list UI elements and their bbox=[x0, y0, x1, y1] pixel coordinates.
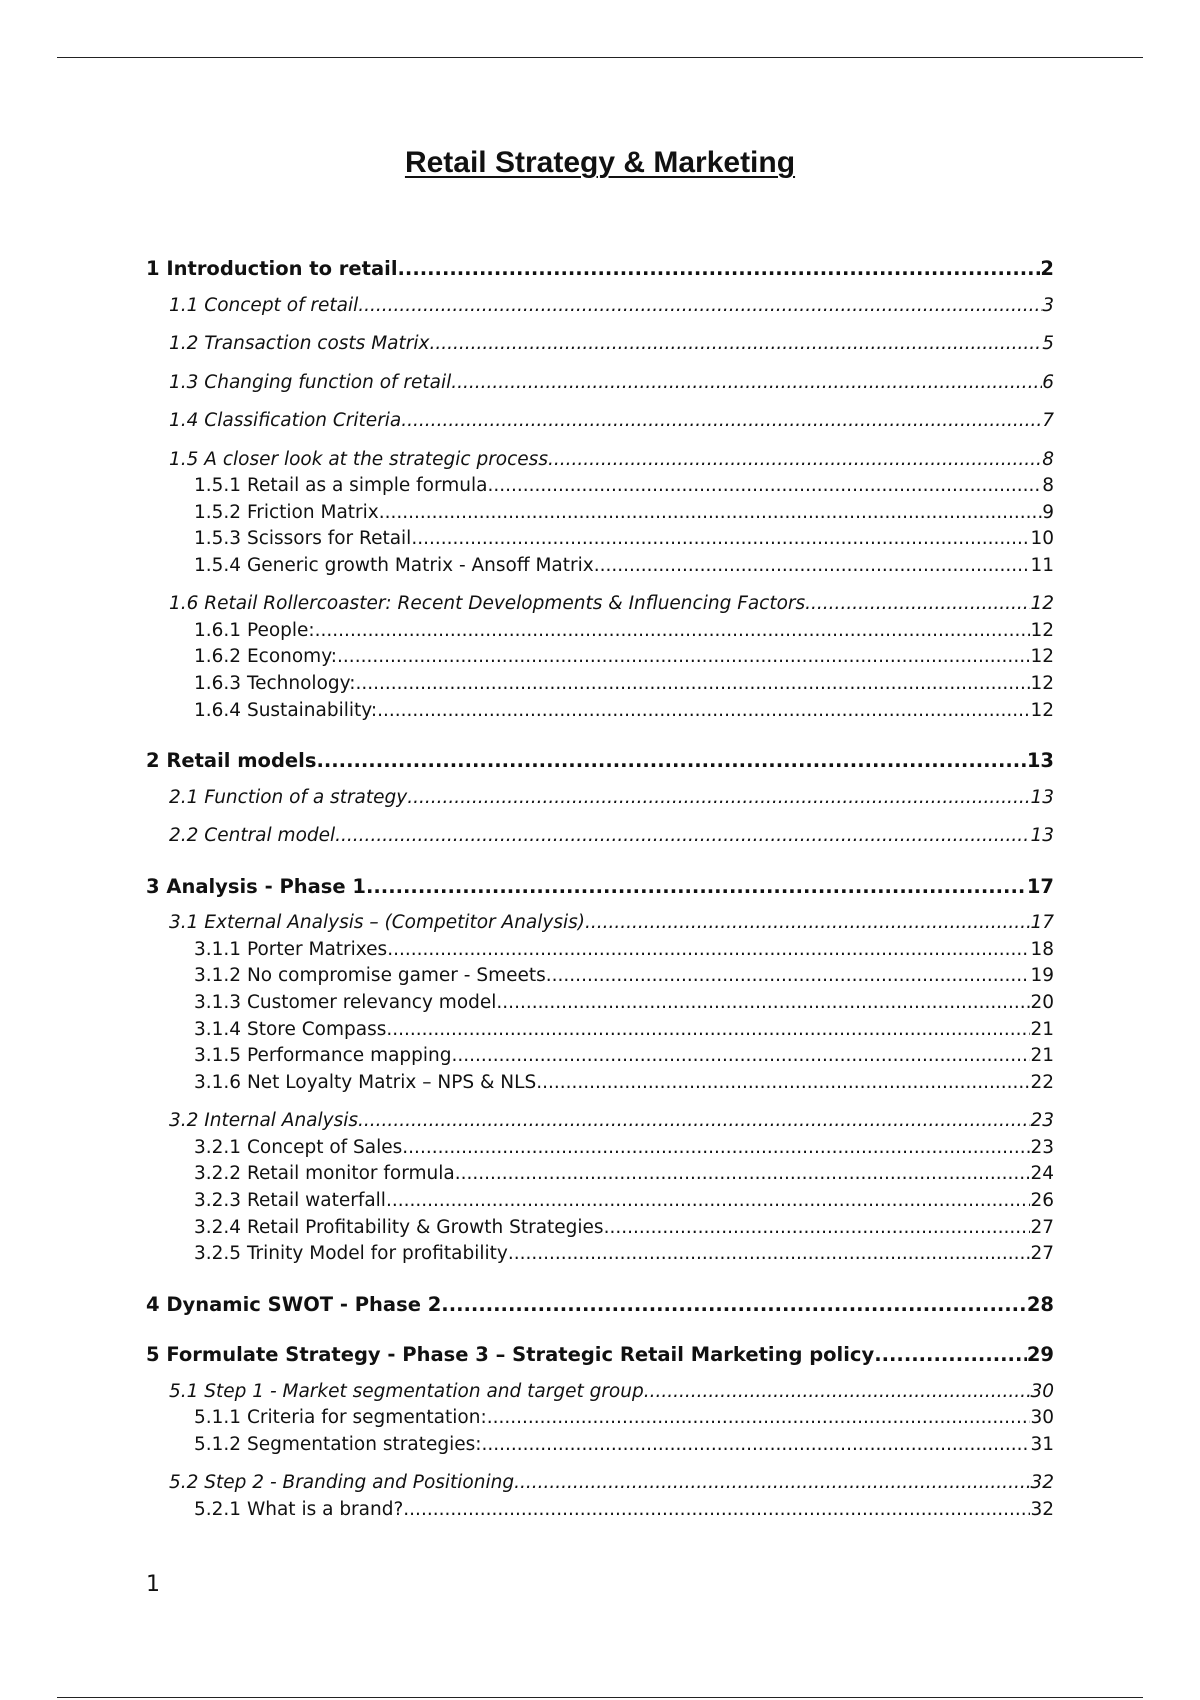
toc-entry-page: 19 bbox=[1030, 965, 1054, 987]
toc-entry-page: 21 bbox=[1030, 1045, 1054, 1067]
toc-entry-page: 12 bbox=[1030, 619, 1054, 641]
toc-entry-page: 32 bbox=[1030, 1472, 1054, 1494]
toc-entry-title: 3.2.5 Trinity Model for profitability bbox=[194, 1243, 508, 1265]
toc-entry-page: 11 bbox=[1030, 554, 1054, 576]
toc-entry-title: 5.2 Step 2 - Branding and Positioning bbox=[169, 1472, 515, 1494]
toc-entry[interactable] bbox=[146, 1497, 1054, 1524]
toc-entry[interactable] bbox=[146, 963, 1054, 990]
toc-entry-title: 1.6 Retail Rollercoaster: Recent Developments & Influencing Factors bbox=[169, 593, 806, 615]
toc-entry-page: 3 bbox=[1042, 294, 1054, 316]
toc-entry-page: 8 bbox=[1042, 448, 1054, 470]
toc-entry-title: 1.5.3 Scissors for Retail bbox=[194, 528, 412, 550]
toc-entry[interactable] bbox=[146, 1043, 1054, 1070]
toc-entry-title: 1.1 Concept of retail bbox=[169, 294, 359, 316]
toc-entry-title: 5.1.2 Segmentation strategies: bbox=[194, 1433, 482, 1455]
dot-leader bbox=[379, 500, 1042, 527]
toc-entry[interactable] bbox=[146, 500, 1054, 527]
toc-entry-page: 27 bbox=[1030, 1216, 1054, 1238]
toc-entry-title: 3.1.1 Porter Matrixes bbox=[194, 938, 388, 960]
toc-entry-page: 13 bbox=[1030, 825, 1054, 847]
toc-entry-title: 3.1.6 Net Loyalty Matrix – NPS & NLS bbox=[194, 1071, 537, 1093]
toc-entry-title: 1.6.1 People: bbox=[194, 619, 315, 641]
toc-entry-page: 27 bbox=[1030, 1243, 1054, 1265]
toc-entry[interactable] bbox=[146, 1379, 1054, 1406]
toc-entry-title: 1.5.1 Retail as a simple formula bbox=[194, 475, 488, 496]
toc-entry-page: 20 bbox=[1030, 991, 1054, 1013]
dot-leader bbox=[377, 698, 1030, 725]
toc-entry[interactable] bbox=[146, 1017, 1054, 1044]
dot-leader bbox=[335, 823, 1030, 850]
toc-entry-title: 1.5.2 Friction Matrix bbox=[194, 501, 379, 523]
toc-entry[interactable] bbox=[146, 591, 1054, 618]
dot-leader bbox=[441, 1292, 1027, 1319]
dot-leader bbox=[487, 473, 1042, 500]
page-number: 1 bbox=[146, 1572, 160, 1597]
toc-entry-page: 30 bbox=[1030, 1407, 1054, 1429]
dot-leader bbox=[407, 785, 1030, 812]
toc-entry[interactable] bbox=[146, 526, 1054, 553]
dot-leader bbox=[481, 1432, 1030, 1459]
toc-entry[interactable] bbox=[146, 1188, 1054, 1215]
toc-entry-title: 3.2.1 Concept of Sales bbox=[194, 1136, 403, 1158]
toc-entry[interactable] bbox=[146, 910, 1054, 937]
toc-entry-title: 2 Retail models bbox=[146, 749, 317, 773]
toc-entry[interactable] bbox=[146, 1135, 1054, 1162]
toc-entry-title: 5.1 Step 1 - Market segmentation and target group bbox=[169, 1380, 644, 1402]
toc-entry[interactable] bbox=[146, 1070, 1054, 1097]
dot-leader bbox=[316, 748, 1026, 775]
toc-entry[interactable] bbox=[146, 990, 1054, 1017]
toc-entry[interactable] bbox=[146, 331, 1054, 358]
toc-entry-title: 3.1.3 Customer relevancy model bbox=[194, 991, 497, 1013]
dot-leader bbox=[496, 990, 1030, 1017]
toc-entry-title: 1.6.2 Economy: bbox=[194, 646, 338, 668]
dot-leader bbox=[366, 874, 1027, 901]
toc-entry-title: 1.3 Changing function of retail bbox=[169, 371, 452, 393]
toc-entry-page: 13 bbox=[1030, 786, 1054, 808]
toc-entry-page: 17 bbox=[1030, 912, 1054, 934]
toc-entry[interactable] bbox=[146, 698, 1054, 725]
toc-entry-page: 8 bbox=[1042, 475, 1054, 496]
toc-entry[interactable] bbox=[146, 671, 1054, 698]
toc-entry-page: 12 bbox=[1030, 699, 1054, 721]
toc-entry[interactable] bbox=[146, 937, 1054, 964]
toc-entry-title: 4 Dynamic SWOT - Phase 2 bbox=[146, 1292, 442, 1316]
toc-entry[interactable] bbox=[146, 1215, 1054, 1242]
toc-entry-title: 3.1 External Analysis – (Competitor Analysis) bbox=[169, 912, 585, 934]
toc-entry[interactable] bbox=[146, 748, 1054, 775]
toc-entry-title: 1.5.4 Generic growth Matrix - Ansoff Matrix bbox=[194, 554, 594, 576]
toc-entry[interactable] bbox=[146, 1405, 1054, 1432]
dot-leader bbox=[805, 591, 1030, 618]
toc-entry[interactable] bbox=[146, 1108, 1054, 1135]
toc-entry[interactable] bbox=[146, 823, 1054, 850]
toc-entry[interactable] bbox=[146, 874, 1054, 901]
dot-leader bbox=[337, 644, 1030, 671]
dot-leader bbox=[455, 1161, 1031, 1188]
toc-entry-page: 13 bbox=[1026, 749, 1054, 773]
dot-leader bbox=[604, 1215, 1031, 1242]
toc-entry-title: 3.2.2 Retail monitor formula bbox=[194, 1163, 455, 1185]
toc-entry[interactable] bbox=[146, 370, 1054, 397]
toc-entry-title: 5.2.1 What is a brand? bbox=[194, 1498, 404, 1520]
dot-leader bbox=[315, 618, 1031, 645]
toc-entry-page: 9 bbox=[1042, 501, 1054, 523]
dot-leader bbox=[874, 1342, 1027, 1369]
toc-entry-page: 18 bbox=[1030, 938, 1054, 960]
toc-entry-title: 1.2 Transaction costs Matrix bbox=[169, 333, 430, 354]
dot-leader bbox=[401, 408, 1042, 435]
toc-entry[interactable] bbox=[146, 256, 1054, 283]
toc-entry-page: 26 bbox=[1030, 1190, 1054, 1211]
toc-entry-title: 3 Analysis - Phase 1 bbox=[146, 874, 366, 898]
toc-entry[interactable] bbox=[146, 1432, 1054, 1459]
toc-entry-page: 12 bbox=[1030, 646, 1054, 668]
toc-entry-page: 12 bbox=[1030, 593, 1054, 615]
toc-entry-page: 24 bbox=[1030, 1163, 1054, 1185]
toc-entry-title: 3.2.3 Retail waterfall bbox=[194, 1190, 386, 1211]
toc-entry[interactable] bbox=[146, 408, 1054, 435]
toc-entry[interactable] bbox=[146, 618, 1054, 645]
toc-entry-title: 1.6.3 Technology: bbox=[194, 673, 356, 695]
dot-leader bbox=[536, 1070, 1030, 1097]
toc-entry[interactable] bbox=[146, 1292, 1054, 1319]
dot-leader bbox=[546, 963, 1031, 990]
dot-leader bbox=[387, 937, 1030, 964]
toc-entry[interactable] bbox=[146, 293, 1054, 320]
toc-entry-page: 5 bbox=[1042, 333, 1054, 354]
toc-entry-title: 2.2 Central model bbox=[169, 825, 336, 847]
toc-entry-page: 12 bbox=[1030, 673, 1054, 695]
dot-leader bbox=[398, 256, 1041, 283]
toc-entry[interactable] bbox=[146, 1241, 1054, 1268]
dot-leader bbox=[358, 293, 1042, 320]
footer-rule bbox=[57, 1697, 1143, 1698]
toc-entry-title: 3.2 Internal Analysis bbox=[169, 1110, 359, 1132]
toc-entry-page: 21 bbox=[1030, 1018, 1054, 1040]
toc-entry-page: 31 bbox=[1030, 1433, 1054, 1455]
toc-entry-title: 1.4 Classification Criteria bbox=[169, 410, 402, 431]
toc-entry-title: 1 Introduction to retail bbox=[146, 257, 398, 280]
toc-entry-page: 23 bbox=[1030, 1136, 1054, 1158]
dot-leader bbox=[402, 1135, 1030, 1162]
dot-leader bbox=[451, 370, 1042, 397]
dot-leader bbox=[487, 1405, 1031, 1432]
dot-leader bbox=[508, 1241, 1031, 1268]
dot-leader bbox=[386, 1188, 1031, 1215]
toc-entry[interactable] bbox=[146, 447, 1054, 474]
toc-entry-title: 3.1.2 No compromise gamer - Smeets bbox=[194, 965, 546, 987]
dot-leader bbox=[548, 447, 1042, 474]
dot-leader bbox=[514, 1470, 1030, 1497]
toc-entry-title: 3.2.4 Retail Profitability & Growth Strategies bbox=[194, 1216, 604, 1238]
toc-entry[interactable] bbox=[146, 1470, 1054, 1497]
toc-entry-page: 2 bbox=[1040, 257, 1054, 280]
toc-entry-page: 23 bbox=[1030, 1110, 1054, 1132]
dot-leader bbox=[594, 553, 1031, 580]
toc-entry[interactable] bbox=[146, 473, 1054, 500]
toc-entry-title: 1.6.4 Sustainability: bbox=[194, 699, 378, 721]
toc-entry-title: 5 Formulate Strategy - Phase 3 – Strategic Retail Marketing policy bbox=[146, 1343, 875, 1367]
toc-entry-page: 29 bbox=[1026, 1343, 1054, 1367]
dot-leader bbox=[355, 671, 1030, 698]
toc-entry-title: 3.1.5 Performance mapping bbox=[194, 1045, 452, 1067]
toc-entry-title: 5.1.1 Criteria for segmentation: bbox=[194, 1407, 487, 1429]
dot-leader bbox=[452, 1043, 1031, 1070]
toc-entry[interactable] bbox=[146, 553, 1054, 580]
dot-leader bbox=[644, 1379, 1031, 1406]
toc-entry[interactable] bbox=[146, 1342, 1054, 1369]
document-title: Retail Strategy & Marketing bbox=[404, 146, 796, 179]
toc-entry-title: 1.5 A closer look at the strategic process bbox=[169, 448, 548, 470]
toc-entry[interactable] bbox=[146, 1161, 1054, 1188]
toc-entry-page: 30 bbox=[1030, 1380, 1054, 1402]
dot-leader bbox=[386, 1017, 1030, 1044]
toc-entry-page: 22 bbox=[1030, 1071, 1054, 1093]
dot-leader bbox=[411, 526, 1030, 553]
toc-entry[interactable] bbox=[146, 644, 1054, 671]
toc-entry-page: 6 bbox=[1042, 371, 1054, 393]
toc-entry-page: 17 bbox=[1026, 874, 1054, 898]
toc-entry-page: 28 bbox=[1026, 1292, 1054, 1316]
toc-entry-title: 3.1.4 Store Compass bbox=[194, 1018, 387, 1040]
dot-leader bbox=[585, 910, 1030, 937]
toc-entry-page: 32 bbox=[1030, 1498, 1054, 1520]
dot-leader bbox=[358, 1108, 1030, 1135]
table-of-contents bbox=[146, 256, 1054, 1524]
toc-entry[interactable] bbox=[146, 785, 1054, 812]
dot-leader bbox=[403, 1497, 1030, 1524]
toc-entry-page: 7 bbox=[1042, 410, 1054, 431]
header-rule bbox=[57, 57, 1143, 58]
dot-leader bbox=[429, 331, 1042, 358]
toc-entry-page: 10 bbox=[1030, 528, 1054, 550]
toc-entry-title: 2.1 Function of a strategy bbox=[169, 786, 408, 808]
